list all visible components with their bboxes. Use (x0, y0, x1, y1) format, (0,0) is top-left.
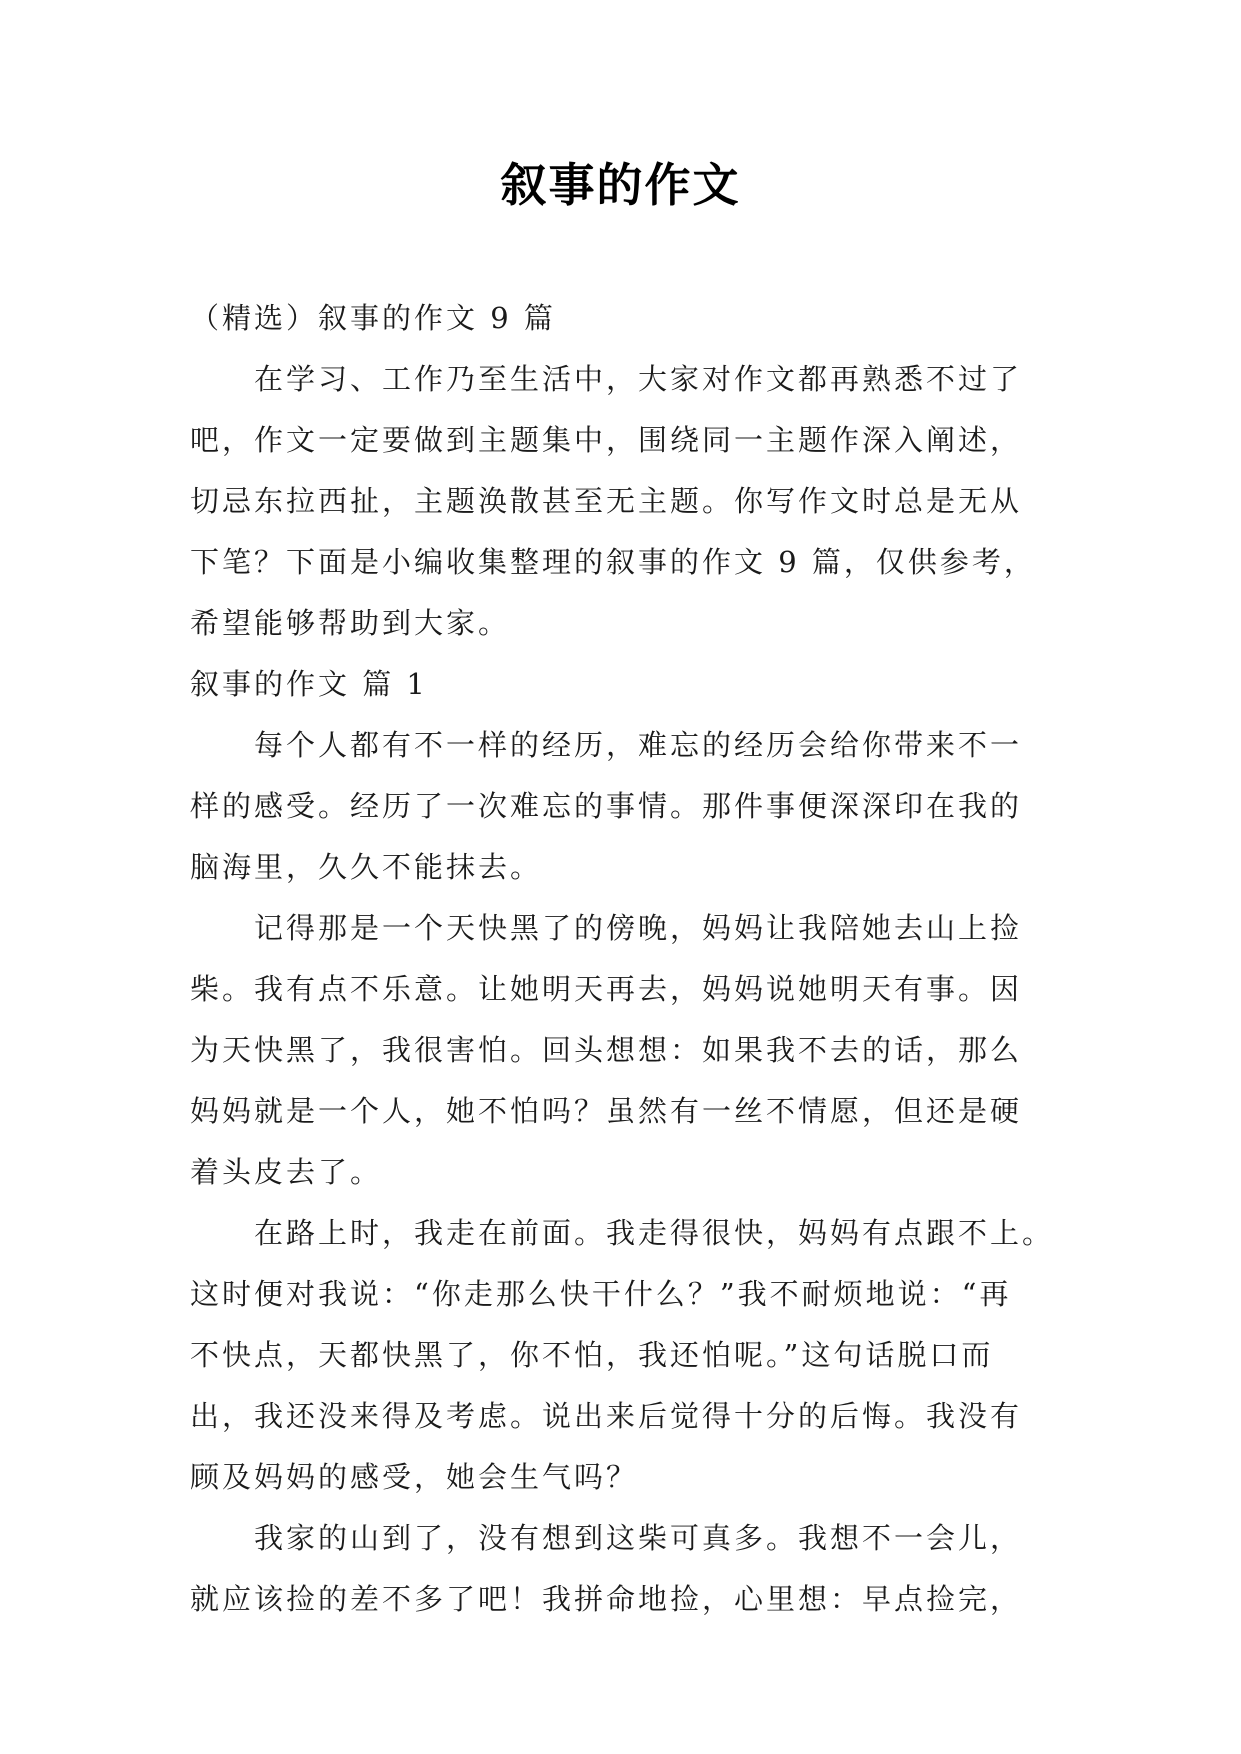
document-body (190, 288, 1060, 1630)
text-line: （精选）叙事的作文 9 篇 (190, 301, 556, 335)
text-line: 叙事的作文 篇 1 (190, 667, 428, 701)
text-line: 妈妈就是一个人，她不怕吗？虽然有一丝不情愿，但还是硬 (190, 1094, 1023, 1128)
text-line: 为天快黑了，我很害怕。回头想想：如果我不去的话，那么 (190, 1033, 1023, 1067)
text-line: 我家的山到了，没有想到这柴可真多。我想不一会儿， (254, 1521, 1023, 1555)
text-line: 就应该捡的差不多了吧！我拼命地捡，心里想：早点捡完， (190, 1582, 1023, 1616)
text-line: 这时便对我说：“你走那么快干什么？”我不耐烦地说：“再 (190, 1277, 1012, 1311)
text-line: 出，我还没来得及考虑。说出来后觉得十分的后悔。我没有 (190, 1399, 1023, 1433)
document-title: 叙事的作文 (500, 158, 741, 212)
text-line: 希望能够帮助到大家。 (190, 606, 511, 640)
text-line: 样的感受。经历了一次难忘的事情。那件事便深深印在我的 (190, 789, 1023, 823)
text-line: 每个人都有不一样的经历，难忘的经历会给你带来不一 (254, 728, 1023, 762)
text-line: 切忌东拉西扯，主题涣散甚至无主题。你写作文时总是无从 (190, 484, 1023, 518)
text-line: 在学习、工作乃至生活中，大家对作文都再熟悉不过了 (254, 362, 1023, 396)
text-line: 柴。我有点不乐意。让她明天再去，妈妈说她明天有事。因 (190, 972, 1023, 1006)
text-line: 下笔？下面是小编收集整理的叙事的作文 9 篇，仅供参考， (190, 545, 1036, 579)
text-line: 不快点，天都快黑了，你不怕，我还怕呢。”这句话脱口而 (190, 1338, 994, 1372)
text-line: 顾及妈妈的感受，她会生气吗？ (190, 1460, 639, 1494)
text-line: 着头皮去了。 (190, 1155, 383, 1189)
text-line: 在路上时，我走在前面。我走得很快，妈妈有点跟不上。 (254, 1216, 1055, 1250)
text-line: 吧，作文一定要做到主题集中，围绕同一主题作深入阐述， (190, 423, 1023, 457)
text-line: 记得那是一个天快黑了的傍晚，妈妈让我陪她去山上捡 (254, 911, 1023, 945)
text-line: 脑海里，久久不能抹去。 (190, 850, 543, 884)
